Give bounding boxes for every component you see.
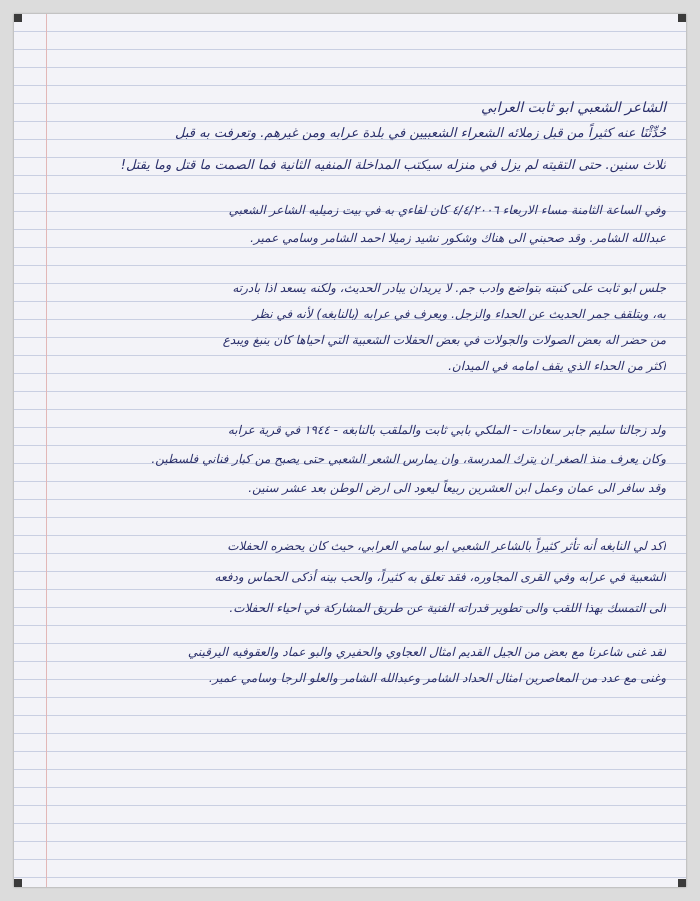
paragraph-collaborations [46,639,666,691]
text-line: ثلاث سنين. حتى التقيته لم يزل في منزله سيكتب المداخلة المنفيه الثانية فما الصمت ما قتل وما يقتل! [120,158,666,173]
lined-paper-page [14,14,686,887]
text-line: لقد غنى شاعرنا مع بعض من الجيل القديم امثال العجاوي والحفيري والبو عماد والعقوفيه اليرقيني [187,645,666,659]
text-line: اكثر من الحداء الذي يقف امامه في الميدان. [448,359,666,373]
text-line: عبدالله الشامر. وقد صحبني الى هناك وشكور نشيد زميلا احمد الشامر وسامي عمير. [250,231,666,245]
letter-title: الشاعر الشعبي ابو ثابت العرابي [481,100,666,116]
text-line: وقد سافر الى عمان وعمل ابن العشرين ربيعاً ليعود الى ارض الوطن بعد عشر سنين. [248,481,666,495]
text-line: وفي الساعة الثامنة مساء الاربعاء ٤/٤/٢٠٠٦ كان لقاءي به في بيت زميليه الشاعر الشعبي [228,203,666,217]
paragraph-description [46,275,666,379]
paragraph-intro [46,118,666,182]
paragraph-influence [46,531,666,624]
text-line: الشعبية في عرابه وفي القرى المجاوره، فقد تعلق به كثيراً، والحب بينه أذكى الحماس ودفعه [214,570,666,584]
text-line: وكان يعرف منذ الصغر ان يترك المدرسة، وان يمارس الشعر الشعبي حتى يصبح من كبار فناني فلسطين. [151,452,666,466]
text-line: الى التمسك بهذا اللقب والى تطوير قدراته الفنية عن طريق المشاركة في احياء الحفلات. [229,601,666,615]
text-line: حُدِّثْنَا عنه كثيراً من قبل زملائه الشعراء الشعبيين في بلدة عرابه ومن غيرهم. وتعرفت به قبل [175,126,666,141]
scan-corner-mark [678,879,686,887]
text-line: اكد لي النابغه أنه تأثر كثيراً بالشاعر الشعبي ابو سامي العرابي، حيث كان يحضره الحفلات [227,539,666,553]
text-line: من حضر اله بعض الصولات والجولات في بعض الحفلات الشعبية التي احياها كان ينبغ ويبدع [222,333,666,347]
scan-corner-mark [14,14,22,22]
scan-corner-mark [678,14,686,22]
scan-corner-mark [14,879,22,887]
text-line: وغنى مع عدد من المعاصرين امثال الحداد الشامر وعبدالله الشامر والعلو الرجا وسامي عمير. [208,671,666,685]
paragraph-meeting [46,196,666,252]
paragraph-biography [46,416,666,503]
text-line: ولد زجالنا سليم جابر سعادات - الملكي بابي ثابت والملقب بالنابغه - ١٩٤٤ في قرية عرابه [227,423,666,437]
text-line: به، ويتلقف جمر الحديث عن الحداء والزجل. ويعرف في عرابه (بالنابغه) لأنه في نظر [252,307,666,321]
text-line: جلس ابو ثابت على كنبته بتواضع وادب جم. لا يريدان يبادر الحديث، ولكنه يسعد اذا بادرته [232,281,666,295]
